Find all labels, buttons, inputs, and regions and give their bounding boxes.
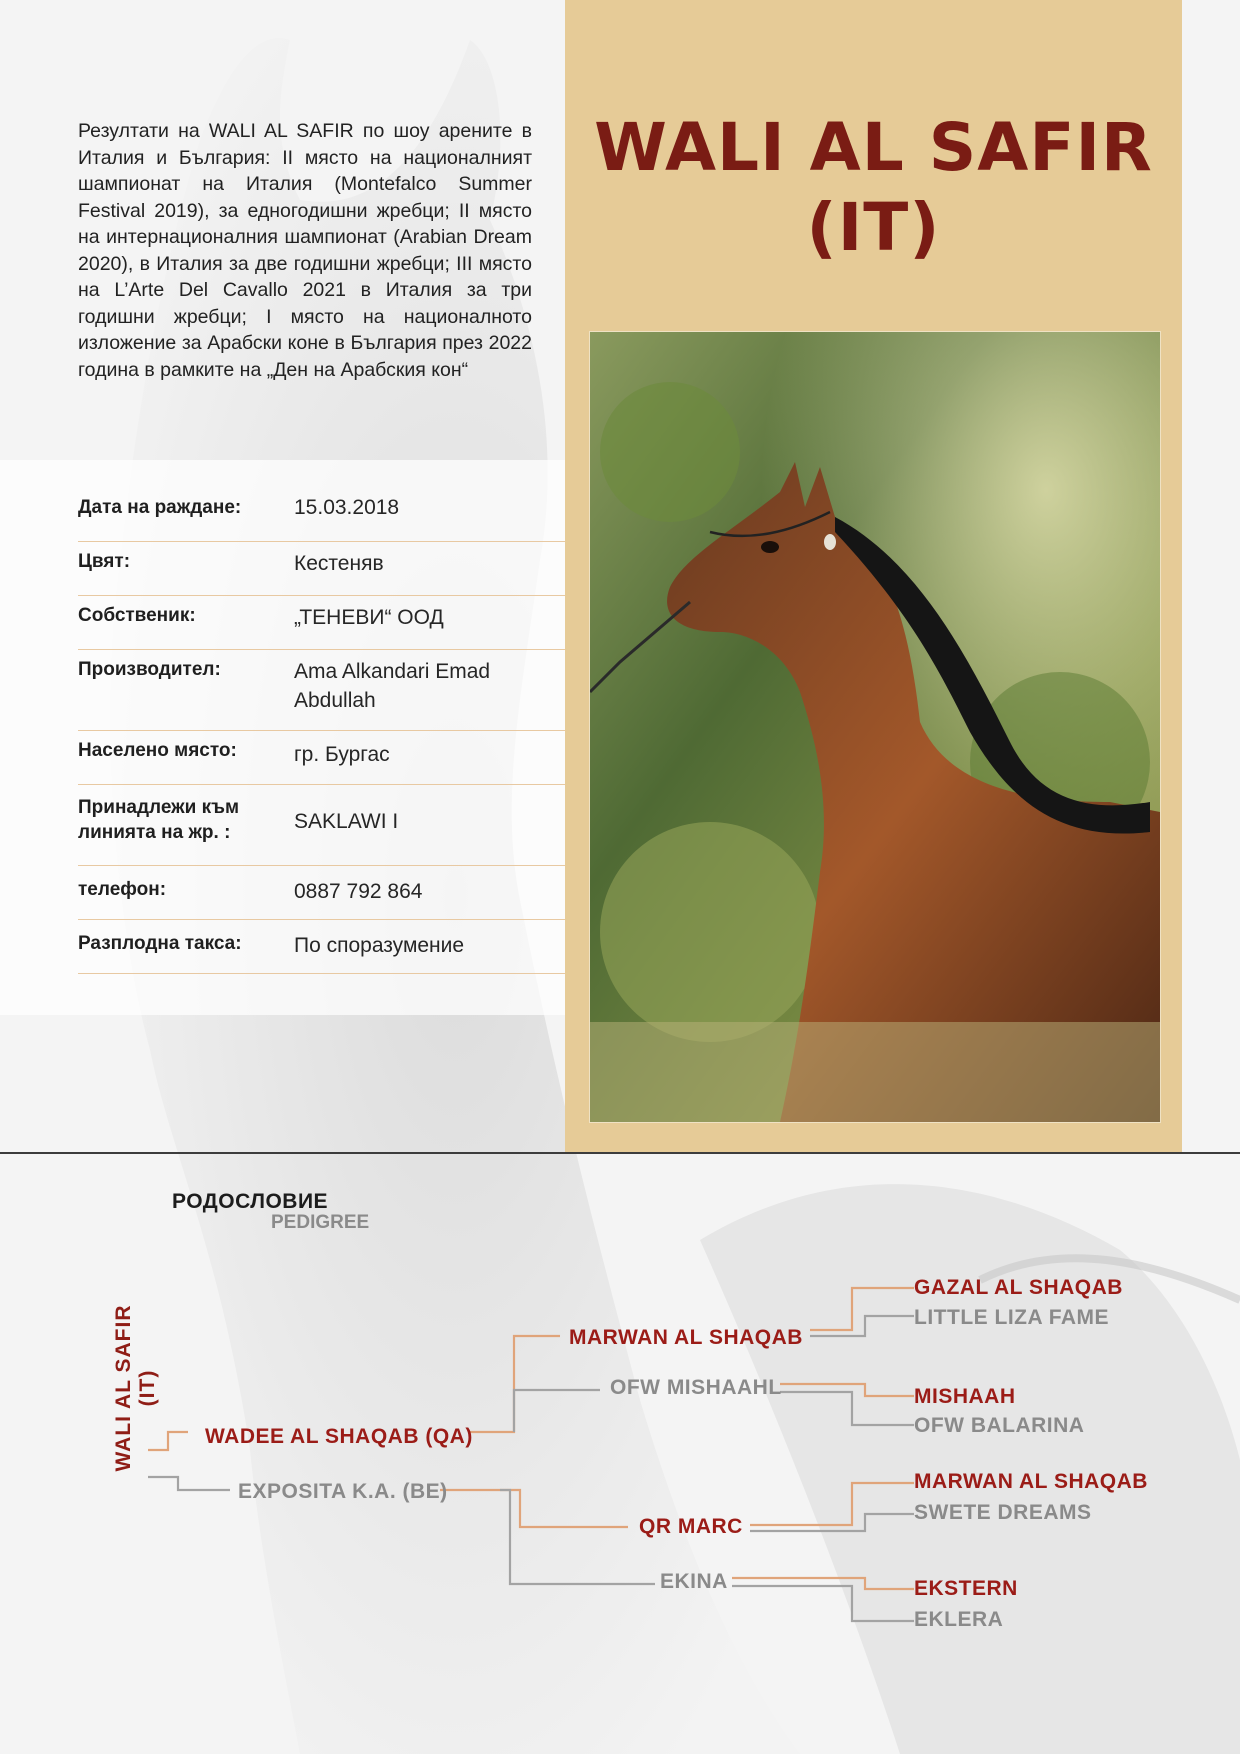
connector-ggp-8 <box>732 1586 914 1621</box>
detail-label: Производител: <box>78 659 221 680</box>
connector-dam-dam <box>500 1490 655 1584</box>
detail-row-breeder <box>78 649 565 731</box>
detail-label: Дата на раждане: <box>78 497 242 518</box>
connector-ggp-5 <box>750 1483 914 1525</box>
pedigree-ggp-6: SWETE DREAMS <box>914 1501 1092 1524</box>
detail-value: гр. Бургас <box>294 743 390 766</box>
detail-label: Принадлежи към линията на жр. : <box>78 797 240 843</box>
detail-row-color <box>78 541 565 596</box>
pedigree-subheading: PEDIGREE <box>271 1212 370 1233</box>
pedigree-sire-sire: MARWAN AL SHAQAB <box>569 1326 803 1349</box>
pedigree-ggp-4: OFW BALARINA <box>914 1414 1085 1437</box>
pedigree-ggp-7: EKSTERN <box>914 1577 1018 1600</box>
connector-dam <box>148 1477 230 1490</box>
pedigree-ggp-3: MISHAAH <box>914 1385 1016 1408</box>
pedigree-sire: WADEE AL SHAQAB (QA) <box>205 1425 473 1448</box>
connector-ggp-1 <box>810 1288 914 1330</box>
detail-label: Цвят: <box>78 551 131 572</box>
detail-value: Ama Alkandari Emad Abdullah <box>294 660 491 712</box>
detail-value: Кестеняв <box>294 552 384 575</box>
detail-value: По споразумение <box>294 934 465 957</box>
detail-row-stud-fee <box>78 919 565 974</box>
horse-title <box>565 108 1182 268</box>
pedigree-ggp-5: MARWAN AL SHAQAB <box>914 1470 1148 1493</box>
detail-label: Собственик: <box>78 605 196 626</box>
pedigree-ggp-8: EKLERA <box>914 1608 1004 1631</box>
pedigree-heading: РОДОСЛОВИЕ <box>172 1190 329 1213</box>
connector-ggp-7 <box>732 1578 914 1589</box>
pedigree-ggp-2: LITTLE LIZA FAME <box>914 1306 1110 1329</box>
details-panel <box>0 460 565 1015</box>
connector-ggp-3 <box>780 1384 914 1396</box>
detail-row-location <box>78 730 565 785</box>
pedigree-horse-name: WALI AL SAFIR (IT) <box>112 1304 159 1472</box>
connector-dam-sire <box>440 1490 628 1527</box>
detail-value: 15.03.2018 <box>294 496 400 519</box>
pedigree-dam: EXPOSITA K.A. (BE) <box>238 1480 448 1503</box>
detail-value: SAKLAWI I <box>294 810 399 833</box>
pedigree-connectors <box>0 1240 1240 1660</box>
detail-value: „ТЕНЕВИ“ ООД <box>294 606 444 629</box>
detail-label: Разплодна такса: <box>78 933 242 954</box>
detail-label: Населено място: <box>78 740 237 761</box>
pedigree-ggp-1: GAZAL AL SHAQAB <box>914 1276 1123 1299</box>
detail-row-owner <box>78 595 565 650</box>
section-divider <box>0 1152 1240 1154</box>
connector-sire-dam <box>514 1390 600 1432</box>
detail-value: 0887 792 864 <box>294 880 423 903</box>
horse-photo <box>589 331 1161 1123</box>
connector-ggp-2 <box>810 1316 914 1336</box>
connector-ggp-6 <box>750 1514 914 1531</box>
pedigree-sire-dam: OFW MISHAAHL <box>610 1376 782 1399</box>
detail-label: телефон: <box>78 879 167 900</box>
horse-title-line1: WALI AL SAFIR <box>594 109 1153 186</box>
pedigree-dam-dam: EKINA <box>660 1570 728 1593</box>
detail-row-birthdate <box>78 487 565 542</box>
horse-title-line2: (IT) <box>806 189 941 266</box>
pedigree-dam-sire: QR MARC <box>639 1515 743 1538</box>
detail-row-phone <box>78 865 565 920</box>
intro-paragraph: Резултати на WALI AL SAFIR по шоу арените в Италия и България: II място на националният шампионат на Италия (Montefalco Summer Festival 2019), за едногодишни жребци; II място на интернационалния шампионат (Arabian Dream 2020), в Италия за две годишни жребци; III място на L’Arte Del Cavallo 2021 в Италия за три годишни жребци; I място на националното изложение за Арабски коне в България през 2022 година в рамките на „Ден на Арабския кон“ <box>78 120 532 381</box>
detail-row-sire-line <box>78 784 565 866</box>
